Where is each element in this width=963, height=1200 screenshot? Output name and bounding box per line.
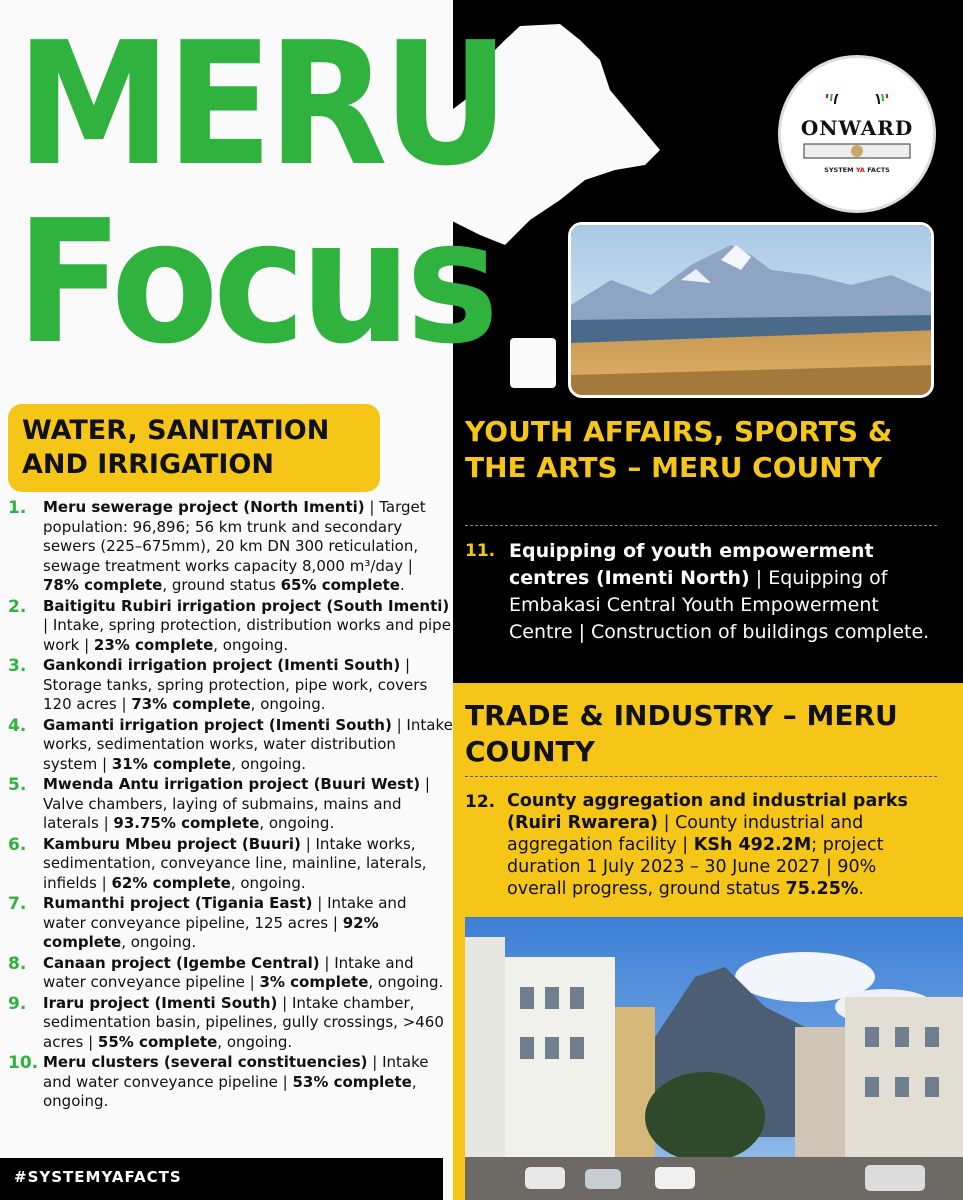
list-item: 1. Meru sewerage project (North Imenti) | Target population: 96,896; 56 km trunk and secondary sewers (225–675mm), 20 km DN 300 reticulation, sewage treatment works capacity 8,000 m³/day | 78% complete, ground status 65% complete. <box>8 498 426 594</box>
youth-section-heading: YOUTH AFFAIRS, SPORTS & THE ARTS – MERU COUNTY <box>465 415 893 484</box>
list-item: 9. Iraru project (Imenti South) | Intake chamber, sedimentation basin, pipelines, gully crossings, >460 acres | 55% complete, ongoing. <box>8 993 444 1051</box>
divider <box>465 776 937 777</box>
mount-kenya-photo <box>568 222 934 398</box>
logo-subtitle: SYSTEM YA FACTS <box>824 166 890 174</box>
list-item: 11. Equipping of youth empowerment centres (Imenti North) | Equipping of Embakasi Central Youth Empowerment Centre | Construction of buildings complete. <box>465 540 930 643</box>
water-heading-text: WATER, SANITATION AND IRRIGATION <box>22 415 330 480</box>
list-item: 5. Mwenda Antu irrigation project (Buuri West) | Valve chambers, laying of submains, mains and laterals | 93.75% complete, ongoing. <box>8 775 430 832</box>
ribbon-icon <box>802 140 912 162</box>
title-meru: MERU <box>16 6 504 204</box>
list-item: 10. Meru clusters (several constituencies) | Intake and water conveyance pipeline | 53% complete, ongoing. <box>8 1053 429 1110</box>
divider <box>465 525 937 526</box>
title-period <box>510 338 556 388</box>
list-item: 6. Kamburu Mbeu project (Buuri) | Intake works, sedimentation, conveyance line, mainline, laterals, infields | 62% complete, ongoing. <box>8 834 427 892</box>
list-item: 4. Gamanti irrigation project (Imenti South) | Intake works, sedimentation works, water distribution system | 31% complete, ongoing. <box>8 715 453 773</box>
onward-logo <box>778 55 936 213</box>
water-section-heading <box>8 404 380 492</box>
water-project-list <box>8 498 453 1113</box>
list-item: 2. Baitigitu Rubiri irrigation project (South Imenti) | Intake, spring protection, distribution works and pipe work | 23% complete, ongoing. <box>8 596 451 654</box>
list-item: 3. Gankondi irrigation project (Imenti South) | Storage tanks, spring protection, pipe work, covers 120 acres | 73% complete, ongoing. <box>8 656 428 713</box>
list-item: 8. Canaan project (Igembe Central) | Intake and water conveyance pipeline | 3% complete, ongoing. <box>8 953 444 991</box>
title-focus: Focus <box>16 184 494 382</box>
meru-town-photo <box>465 917 963 1200</box>
hashtag-bar: #SYSTEMYAFACTS <box>0 1158 443 1200</box>
list-item: 12. County aggregation and industrial parks (Ruiri Rwarera) | County industrial and aggregation facility | KSh 492.2M; project duration 1 July 2023 – 30 June 2027 | 90% overall progress, ground status 75.25%. <box>465 791 908 899</box>
logo-word: ONWARD <box>800 116 914 140</box>
list-item: 7. Rumanthi project (Tigania East) | Intake and water conveyance pipeline, 125 acres | 92% complete, ongoing. <box>8 894 407 951</box>
trade-section-heading: TRADE & INDUSTRY – MERU COUNTY <box>465 699 898 768</box>
handshake-icon <box>817 94 897 116</box>
